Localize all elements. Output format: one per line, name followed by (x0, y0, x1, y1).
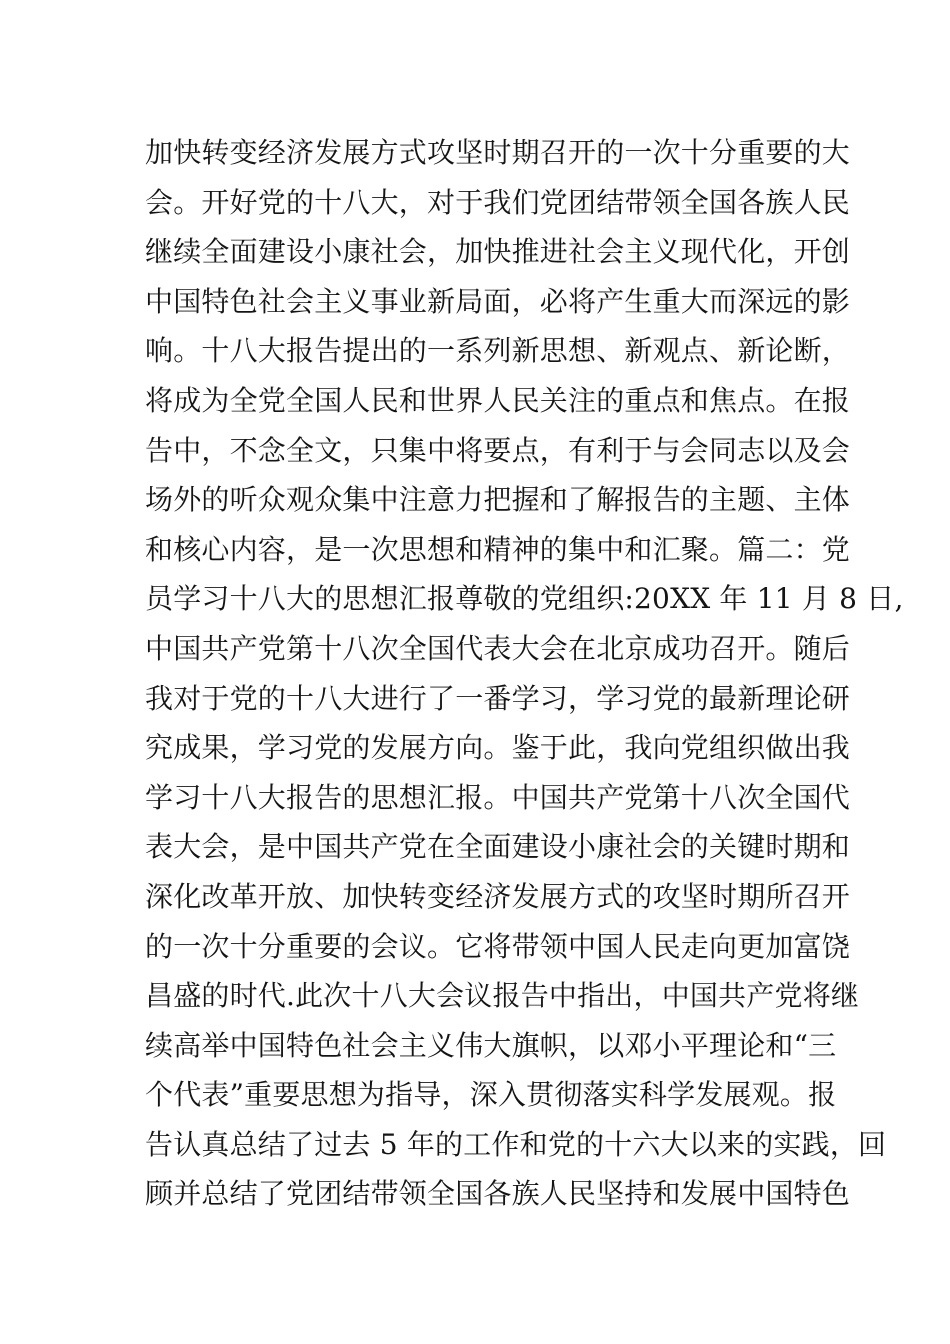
text-line: 个代表”重要思想为指导，深入贯彻落实科学发展观。报 (145, 1078, 837, 1112)
text-line: 中国特色社会主义事业新局面，必将产生重大而深远的影 (145, 284, 851, 318)
text-line: 中国共产党第十八次全国代表大会在北京成功召开。随后 (145, 631, 851, 665)
text-line: 加快转变经济发展方式攻坚时期召开的一次十分重要的大 (145, 136, 851, 169)
text-line: 究成果，学习党的发展方向。鉴于此，我向党组织做出我 (145, 731, 851, 765)
text-line: 响。十八大报告提出的一系列新思想、新观点、新论断， (145, 334, 851, 368)
text-line: 和核心内容，是一次思想和精神的集中和汇聚。篇二：党 (145, 532, 851, 566)
text-line: 员学习十八大的思想汇报尊敬的党组织:20XX 年 11 月 8 日, (145, 582, 904, 616)
text-line: 会。开好党的十八大，对于我们党团结带领全国各族人民 (145, 185, 851, 219)
text-line: 顾并总结了党团结带领全国各族人民坚持和发展中国特色 (145, 1177, 851, 1211)
text-line: 告中，不念全文，只集中将要点，有利于与会同志以及会 (145, 433, 851, 467)
text-line: 表大会，是中国共产党在全面建设小康社会的关键时期和 (145, 830, 851, 864)
text-line: 昌盛的时代.此次十八大会议报告中指出，中国共产党将继 (145, 979, 860, 1013)
text-line: 场外的听众观众集中注意力把握和了解报告的主题、主体 (145, 483, 851, 517)
text-line: 深化改革开放、加快转变经济发展方式的攻坚时期所召开 (145, 879, 851, 913)
text-line: 的一次十分重要的会议。它将带领中国人民走向更加富饶 (145, 929, 851, 963)
text-line: 学习十八大报告的思想汇报。中国共产党第十八次全国代 (145, 780, 851, 814)
body-text (145, 128, 904, 1219)
text-line: 告认真总结了过去 5 年的工作和党的十六大以来的实践，回 (145, 1127, 887, 1161)
text-line: 我对于党的十八大进行了一番学习，学习党的最新理论研 (145, 681, 851, 715)
text-line: 将成为全党全国人民和世界人民关注的重点和焦点。在报 (145, 383, 851, 417)
text-line: 继续全面建设小康社会，加快推进社会主义现代化，开创 (145, 235, 851, 269)
text-line: 续高举中国特色社会主义伟大旗帜，以邓小平理论和“三 (145, 1028, 837, 1062)
